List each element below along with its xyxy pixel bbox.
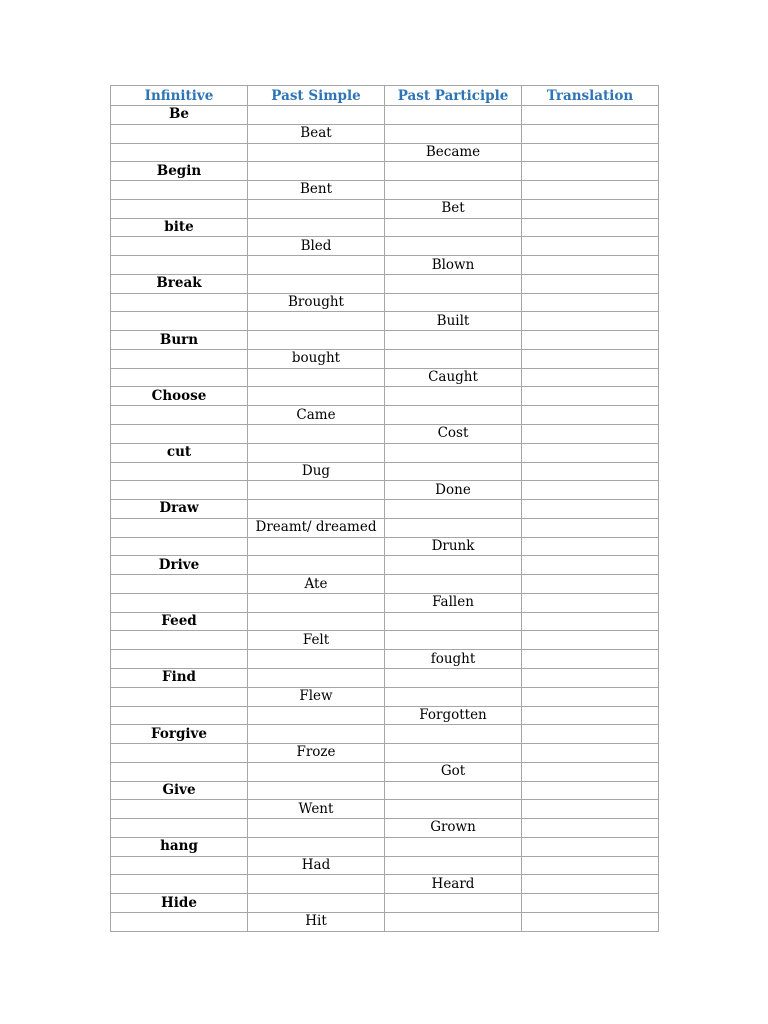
table-row (111, 912, 659, 931)
cell-past-simple (248, 312, 385, 331)
cell-translation (522, 274, 659, 293)
header-translation: Translation (522, 86, 659, 106)
table-row (111, 143, 659, 162)
cell-past-simple (248, 837, 385, 856)
table-row (111, 293, 659, 312)
cell-past-participle (385, 612, 522, 631)
cell-translation (522, 912, 659, 931)
cell-infinitive (111, 199, 248, 218)
cell-infinitive (111, 143, 248, 162)
table-row (111, 181, 659, 200)
cell-past-participle (385, 668, 522, 687)
table-row (111, 687, 659, 706)
cell-past-participle: Done (385, 481, 522, 500)
table-row (111, 237, 659, 256)
cell-translation (522, 856, 659, 875)
cell-past-participle (385, 293, 522, 312)
cell-infinitive (111, 406, 248, 425)
cell-infinitive (111, 368, 248, 387)
table-row (111, 199, 659, 218)
cell-past-simple: Brought (248, 293, 385, 312)
cell-past-simple (248, 819, 385, 838)
table-row (111, 462, 659, 481)
cell-infinitive: Forgive (111, 725, 248, 744)
cell-infinitive (111, 237, 248, 256)
cell-past-simple (248, 274, 385, 293)
cell-past-participle (385, 800, 522, 819)
cell-translation (522, 744, 659, 763)
cell-past-participle (385, 181, 522, 200)
cell-translation (522, 781, 659, 800)
table-row (111, 650, 659, 669)
header-infinitive: Infinitive (111, 86, 248, 106)
table-row (111, 819, 659, 838)
cell-past-simple: Felt (248, 631, 385, 650)
table-row (111, 612, 659, 631)
cell-infinitive (111, 349, 248, 368)
cell-translation (522, 518, 659, 537)
cell-infinitive (111, 537, 248, 556)
cell-past-simple (248, 162, 385, 181)
cell-past-participle (385, 744, 522, 763)
cell-translation (522, 199, 659, 218)
cell-past-participle (385, 274, 522, 293)
cell-translation (522, 612, 659, 631)
cell-infinitive (111, 631, 248, 650)
cell-translation (522, 631, 659, 650)
table-row (111, 575, 659, 594)
cell-past-simple (248, 218, 385, 237)
cell-past-participle: Got (385, 762, 522, 781)
cell-past-simple: bought (248, 349, 385, 368)
cell-past-participle: Bet (385, 199, 522, 218)
cell-translation (522, 556, 659, 575)
cell-translation (522, 124, 659, 143)
cell-past-simple (248, 762, 385, 781)
cell-past-participle: Cost (385, 425, 522, 444)
cell-past-participle (385, 725, 522, 744)
cell-infinitive (111, 819, 248, 838)
cell-past-participle (385, 556, 522, 575)
cell-past-simple (248, 781, 385, 800)
cell-past-participle (385, 237, 522, 256)
cell-past-simple: Had (248, 856, 385, 875)
cell-past-participle (385, 124, 522, 143)
cell-translation (522, 256, 659, 275)
cell-translation (522, 819, 659, 838)
cell-infinitive: Hide (111, 894, 248, 913)
table-row (111, 706, 659, 725)
cell-past-simple: Dreamt/ dreamed (248, 518, 385, 537)
cell-past-simple (248, 894, 385, 913)
cell-past-simple (248, 106, 385, 125)
table-row (111, 256, 659, 275)
cell-infinitive (111, 518, 248, 537)
table-row (111, 331, 659, 350)
cell-translation (522, 837, 659, 856)
cell-translation (522, 162, 659, 181)
cell-infinitive: Give (111, 781, 248, 800)
cell-infinitive: Break (111, 274, 248, 293)
cell-past-simple (248, 650, 385, 669)
cell-translation (522, 406, 659, 425)
cell-past-simple: Dug (248, 462, 385, 481)
cell-past-participle: Grown (385, 819, 522, 838)
cell-past-simple: Went (248, 800, 385, 819)
cell-past-participle: Blown (385, 256, 522, 275)
cell-past-participle (385, 218, 522, 237)
table-row (111, 349, 659, 368)
cell-past-participle (385, 331, 522, 350)
cell-translation (522, 894, 659, 913)
table-row (111, 856, 659, 875)
cell-infinitive: Find (111, 668, 248, 687)
cell-infinitive (111, 575, 248, 594)
cell-past-participle (385, 162, 522, 181)
table-body (111, 106, 659, 932)
cell-past-simple (248, 612, 385, 631)
cell-past-participle: Built (385, 312, 522, 331)
cell-infinitive (111, 762, 248, 781)
cell-past-participle (385, 518, 522, 537)
cell-past-participle: Became (385, 143, 522, 162)
cell-translation (522, 800, 659, 819)
cell-past-simple: Ate (248, 575, 385, 594)
cell-past-simple (248, 443, 385, 462)
table-row (111, 274, 659, 293)
cell-translation (522, 481, 659, 500)
table-row (111, 631, 659, 650)
table-row (111, 500, 659, 519)
table-row (111, 894, 659, 913)
table-row (111, 481, 659, 500)
cell-infinitive: bite (111, 218, 248, 237)
cell-translation (522, 875, 659, 894)
cell-translation (522, 687, 659, 706)
cell-past-participle: Heard (385, 875, 522, 894)
cell-past-simple (248, 256, 385, 275)
cell-translation (522, 425, 659, 444)
cell-translation (522, 668, 659, 687)
cell-past-participle (385, 894, 522, 913)
cell-infinitive (111, 124, 248, 143)
cell-translation (522, 237, 659, 256)
cell-past-participle (385, 687, 522, 706)
table-row (111, 668, 659, 687)
cell-infinitive (111, 181, 248, 200)
table-row (111, 124, 659, 143)
cell-past-simple (248, 725, 385, 744)
table-row (111, 406, 659, 425)
cell-past-simple (248, 331, 385, 350)
cell-translation (522, 368, 659, 387)
cell-infinitive (111, 875, 248, 894)
header-past-simple: Past Simple (248, 86, 385, 106)
table-row (111, 781, 659, 800)
cell-infinitive (111, 593, 248, 612)
cell-past-participle (385, 631, 522, 650)
cell-past-simple (248, 706, 385, 725)
cell-infinitive (111, 800, 248, 819)
cell-past-simple: Came (248, 406, 385, 425)
cell-translation (522, 593, 659, 612)
cell-translation (522, 387, 659, 406)
cell-infinitive (111, 425, 248, 444)
cell-infinitive: cut (111, 443, 248, 462)
cell-past-participle (385, 462, 522, 481)
table-row (111, 368, 659, 387)
cell-past-participle (385, 106, 522, 125)
cell-past-simple (248, 668, 385, 687)
table-row (111, 443, 659, 462)
cell-past-simple (248, 387, 385, 406)
cell-translation (522, 575, 659, 594)
cell-translation (522, 762, 659, 781)
table-row (111, 875, 659, 894)
cell-past-simple (248, 143, 385, 162)
cell-past-simple: Beat (248, 124, 385, 143)
cell-past-simple (248, 593, 385, 612)
cell-past-participle: Caught (385, 368, 522, 387)
cell-infinitive: Be (111, 106, 248, 125)
cell-infinitive (111, 481, 248, 500)
cell-past-simple (248, 425, 385, 444)
cell-translation (522, 349, 659, 368)
cell-infinitive (111, 744, 248, 763)
cell-past-simple (248, 481, 385, 500)
cell-infinitive: Drive (111, 556, 248, 575)
table-row (111, 425, 659, 444)
cell-infinitive (111, 293, 248, 312)
cell-translation (522, 143, 659, 162)
cell-past-simple (248, 368, 385, 387)
cell-translation (522, 537, 659, 556)
table-row (111, 518, 659, 537)
cell-infinitive (111, 650, 248, 669)
cell-infinitive (111, 856, 248, 875)
header-row (111, 86, 659, 106)
cell-past-participle (385, 349, 522, 368)
cell-infinitive: Begin (111, 162, 248, 181)
cell-past-simple (248, 199, 385, 218)
cell-infinitive (111, 462, 248, 481)
cell-past-simple: Froze (248, 744, 385, 763)
cell-past-simple (248, 537, 385, 556)
table-row (111, 537, 659, 556)
table-row (111, 556, 659, 575)
cell-past-participle (385, 387, 522, 406)
cell-past-participle: Fallen (385, 593, 522, 612)
cell-past-simple: Bent (248, 181, 385, 200)
cell-past-simple (248, 500, 385, 519)
cell-translation (522, 500, 659, 519)
cell-past-simple: Bled (248, 237, 385, 256)
cell-past-participle (385, 500, 522, 519)
table-row (111, 312, 659, 331)
cell-past-participle (385, 406, 522, 425)
cell-past-participle: Drunk (385, 537, 522, 556)
cell-past-participle (385, 856, 522, 875)
table-row (111, 593, 659, 612)
cell-translation (522, 650, 659, 669)
cell-translation (522, 331, 659, 350)
cell-past-participle (385, 575, 522, 594)
table-row (111, 106, 659, 125)
cell-infinitive: Burn (111, 331, 248, 350)
cell-past-participle (385, 837, 522, 856)
cell-past-simple (248, 556, 385, 575)
cell-translation (522, 293, 659, 312)
table-header (111, 86, 659, 106)
table-row (111, 162, 659, 181)
cell-translation (522, 725, 659, 744)
table-row (111, 387, 659, 406)
cell-infinitive (111, 706, 248, 725)
cell-translation (522, 218, 659, 237)
cell-infinitive (111, 312, 248, 331)
cell-infinitive (111, 912, 248, 931)
table-row (111, 218, 659, 237)
cell-past-simple: Hit (248, 912, 385, 931)
cell-past-participle (385, 443, 522, 462)
cell-translation (522, 462, 659, 481)
cell-past-participle (385, 912, 522, 931)
cell-infinitive: Choose (111, 387, 248, 406)
cell-infinitive: hang (111, 837, 248, 856)
cell-translation (522, 443, 659, 462)
cell-infinitive (111, 687, 248, 706)
table-row (111, 762, 659, 781)
cell-infinitive: Feed (111, 612, 248, 631)
table-row (111, 725, 659, 744)
table-row (111, 744, 659, 763)
cell-translation (522, 181, 659, 200)
cell-past-simple: Flew (248, 687, 385, 706)
cell-translation (522, 706, 659, 725)
irregular-verbs-table (110, 85, 659, 932)
cell-past-participle (385, 781, 522, 800)
table-row (111, 800, 659, 819)
cell-infinitive (111, 256, 248, 275)
cell-translation (522, 312, 659, 331)
table-row (111, 837, 659, 856)
cell-past-participle: Forgotten (385, 706, 522, 725)
header-past-participle: Past Participle (385, 86, 522, 106)
cell-translation (522, 106, 659, 125)
cell-past-participle: fought (385, 650, 522, 669)
cell-past-simple (248, 875, 385, 894)
cell-infinitive: Draw (111, 500, 248, 519)
